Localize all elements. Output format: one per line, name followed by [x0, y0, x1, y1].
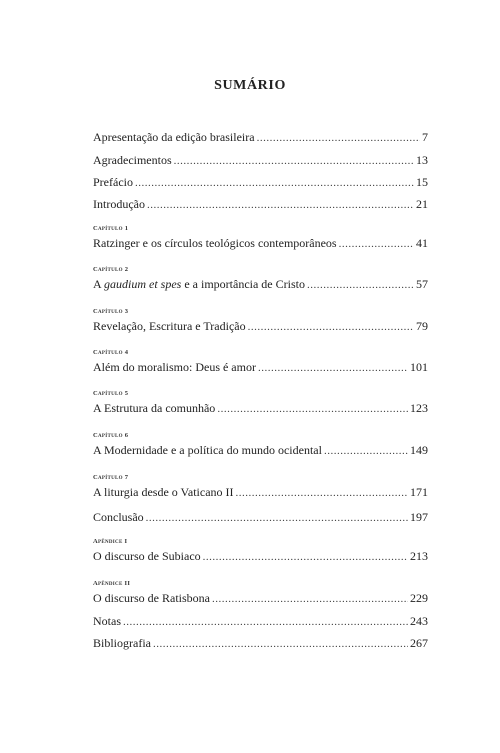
dot-leader — [307, 278, 414, 293]
chapter-kicker: Capítulo 6 — [93, 432, 129, 439]
toc-entry-label: Além do moralismo: Deus é amor — [93, 360, 256, 374]
toc-entry-label: O discurso de Ratisbona — [93, 591, 210, 605]
dot-leader — [236, 486, 408, 501]
toc-entry-notas[interactable] — [93, 614, 428, 630]
toc-entry-capitulo-6[interactable] — [93, 443, 428, 459]
toc-entry-capitulo-4[interactable] — [93, 360, 428, 376]
dot-leader — [339, 237, 414, 252]
toc-entry-introducao[interactable] — [93, 197, 428, 213]
toc-page-number: 7 — [422, 130, 428, 144]
toc-entry-label: Apresentação da edição brasileira — [93, 130, 255, 144]
toc-page-number: 21 — [416, 197, 428, 211]
chapter-kicker: Capítulo 3 — [93, 308, 129, 315]
chapter-kicker: Capítulo 4 — [93, 349, 129, 356]
toc-entry-capitulo-3[interactable] — [93, 319, 428, 335]
chapter-kicker: Capítulo 2 — [93, 266, 129, 273]
toc-entry-label: Revelação, Escritura e Tradição — [93, 319, 246, 333]
dot-leader — [217, 402, 408, 417]
toc-page-number: 41 — [416, 236, 428, 250]
toc-page-number: 123 — [410, 401, 428, 415]
toc-entry-label: Conclusão — [93, 510, 144, 524]
toc-entry-label: A Estrutura da comunhão — [93, 401, 216, 415]
label-italic-title: gaudium et spes — [104, 277, 182, 291]
label-suffix: e a importância de Cristo — [181, 277, 305, 291]
dot-leader — [212, 592, 408, 607]
dot-leader — [147, 198, 414, 213]
toc-entry-label: O discurso de Subiaco — [93, 549, 201, 563]
dot-leader — [257, 131, 420, 146]
toc-entry-capitulo-7[interactable] — [93, 485, 428, 501]
toc-entry-label: Prefácio — [93, 175, 133, 189]
page-title: SUMÁRIO — [214, 78, 286, 93]
toc-entry-capitulo-5[interactable] — [93, 401, 428, 417]
toc-entry-capitulo-1[interactable] — [93, 236, 428, 252]
toc-entry-apendice-2[interactable] — [93, 591, 428, 607]
dot-leader — [258, 361, 408, 376]
toc-entry-apresentacao[interactable] — [93, 130, 428, 146]
toc-entry-label: Ratzinger e os círculos teológicos contemporâneos — [93, 236, 337, 250]
appendix-kicker: Apêndice II — [93, 580, 131, 587]
toc-entry-label: Bibliografia — [93, 636, 151, 650]
toc-entry-agradecimentos[interactable] — [93, 153, 428, 169]
dot-leader — [123, 615, 408, 630]
dot-leader — [135, 176, 414, 191]
toc-entry-label — [93, 277, 305, 292]
dot-leader — [153, 637, 408, 652]
toc-entry-capitulo-2[interactable] — [93, 277, 428, 293]
toc-entry-conclusao[interactable] — [93, 510, 428, 526]
toc-entry-label: A liturgia desde o Vaticano II — [93, 485, 234, 499]
dot-leader — [174, 154, 414, 169]
toc-page-number: 267 — [410, 636, 428, 650]
chapter-kicker: Capítulo 5 — [93, 390, 129, 397]
toc-page-number: 197 — [410, 510, 428, 524]
toc-page-number: 101 — [410, 360, 428, 374]
toc-page-number: 229 — [410, 591, 428, 605]
toc-entry-label: Agradecimentos — [93, 153, 172, 167]
toc-entry-label: A Modernidade e a política do mundo ocidental — [93, 443, 322, 457]
toc-page-number: 15 — [416, 175, 428, 189]
chapter-kicker: Capítulo 1 — [93, 225, 129, 232]
appendix-kicker: Apêndice I — [93, 538, 128, 545]
toc-entry-prefacio[interactable] — [93, 175, 428, 191]
toc-page-number: 243 — [410, 614, 428, 628]
toc-page-number: 79 — [416, 319, 428, 333]
toc-page-number: 57 — [416, 277, 428, 291]
toc-entry-bibliografia[interactable] — [93, 636, 428, 652]
toc-page-number: 213 — [410, 549, 428, 563]
toc-page-number: 13 — [416, 153, 428, 167]
dot-leader — [146, 511, 408, 526]
toc-entry-label: Notas — [93, 614, 121, 628]
toc-entry-label: Introdução — [93, 197, 145, 211]
label-prefix: A — [93, 277, 105, 291]
toc-page-number: 149 — [410, 443, 428, 457]
dot-leader — [203, 550, 408, 565]
toc-entry-apendice-1[interactable] — [93, 549, 428, 565]
chapter-kicker: Capítulo 7 — [93, 474, 129, 481]
dot-leader — [248, 320, 414, 335]
dot-leader — [324, 444, 408, 459]
toc-page-number: 171 — [410, 485, 428, 499]
